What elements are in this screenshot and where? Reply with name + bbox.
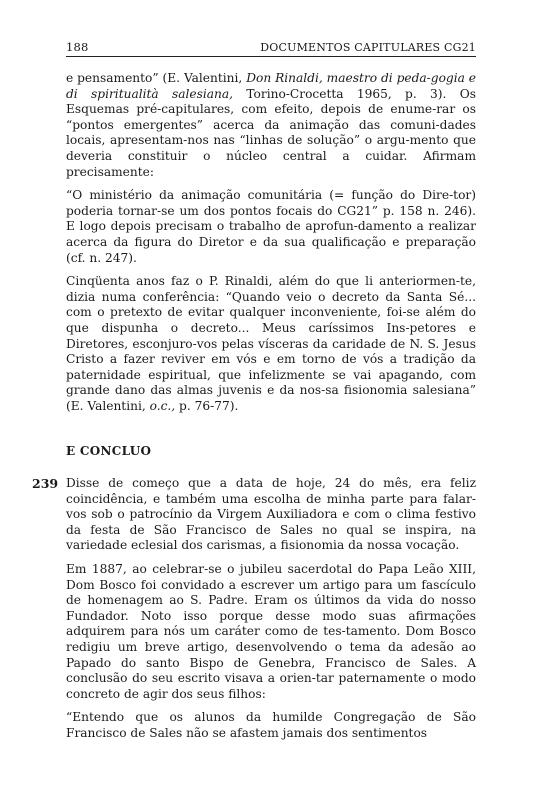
paragraph-text: Torino-Crocetta 1965, p. 3). Os Esquemas pré-capitulares, com efeito, depois de enume-rar os “pontos emergentes” acerca da animação das comuni-dades locais, apresentam-nos nas “linhas de solução” o argu-mento que deveria constituir o núcleo central a cuidar. Afirmam precisamente:	[66, 86, 477, 179]
paragraph-rinaldi	[66, 274, 476, 414]
paragraph-quote: “O ministério da animação comunitária (= função do Dire-tor) poderia tornar-se um dos pontos focais do CG21” p. 158 n. 246). E logo depois precisam o trabalho de aprofun-damento a realizar acerca da figura do Diretor e da sua qualificação e preparação (cf. n. 247).	[66, 188, 476, 265]
paragraph-continuation	[66, 71, 476, 180]
paragraph-text: Disse de começo que a data de hoje, 24 do mês, era feliz coincidência, e também uma escolha de minha parte para falar-vos sob o patrocínio da Virgem Auxiliadora e com o clima festivo da festa de São Francisco de Sales no qual se inspira, na variedade eclesial dos carismas, a fisionomia da nossa vocação.	[66, 476, 476, 553]
running-title: DOCUMENTOS CAPITULARES CG21	[260, 41, 476, 54]
paragraph-text: Cinqüenta anos faz o P. Rinaldi, além do que li anteriormen-te, dizia numa conferência: “Quando veio o decreto da Santa Sé... com o pretexto de evitar qualquer inconveniente, foi-se além do que dispunha o decreto... Meus caríssimos Ins-petores e Diretores, esconjuro-vos pelas vísceras da caridade de N. S. Jesus Cristo a fazer reviver em vós e em torno de vós a tradição da paternidade espiritual, que infelizmente se vai apagando, com grande dano das almas juvenis e da nos-sa fisionomia salesiana” (E. Valentini,	[66, 274, 476, 413]
section-heading: E CONCLUO	[66, 444, 152, 459]
paragraph-number: 239	[32, 476, 59, 492]
numbered-paragraph	[32, 476, 476, 554]
page-body	[32, 71, 477, 742]
book-page	[32, 40, 477, 750]
paragraph-text: e pensamento” (E. Valentini,	[66, 71, 247, 85]
page-number: 188	[66, 40, 89, 54]
citation-italic: o.c.,	[149, 398, 176, 413]
paragraph-quote-final: “Entendo que os alunos da humilde Congregação de São Francisco de Sales não se afastem jamais dos sentimentos	[66, 710, 476, 740]
book-title-italic: Don Rinaldi, maestro di peda-gogia e di spiritualità salesiana,	[66, 71, 477, 101]
paragraph-text: p. 76-77).	[175, 398, 239, 413]
paragraph-dom-bosco: Em 1887, ao celebrar-se o jubileu sacerdotal do Papa Leão XIII, Dom Bosco foi convidado a escrever um artigo para um fascículo de homenagem ao S. Padre. Eram os últimos da vida do nosso Fundador. Noto isso porque desse modo suas afirmações adquirem para nós um caráter como de tes-tamento. Dom Bosco redigiu um breve artigo, desenvolvendo o tema da adesão ao Papado do santo Bispo de Genebra, Francisco de Sales. A conclusão do seu escrito visava a orien-tar paternamente o modo concreto de agir dos seus filhos:	[66, 562, 476, 701]
running-header	[66, 40, 476, 57]
